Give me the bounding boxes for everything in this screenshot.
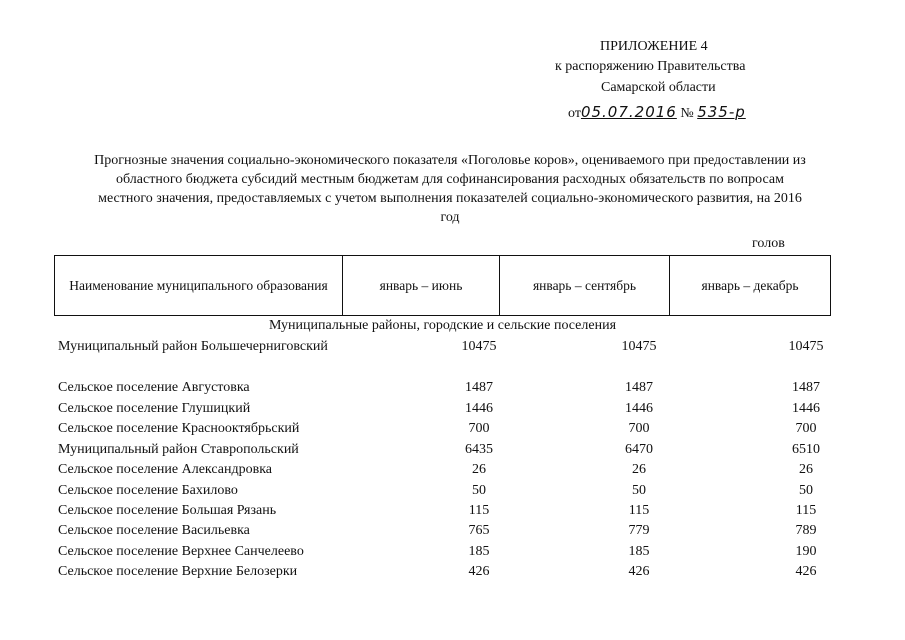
row-name: Сельское поселение Августовка [58,380,250,395]
value-dec: 115 [795,503,817,518]
value-jun: 6435 [465,442,493,457]
value-jun: 115 [468,503,490,518]
value-sep: 1487 [625,380,653,395]
row-name: Сельское поселение Бахилово [58,483,238,498]
handwritten-number: 535-р [697,103,746,121]
column-header-dec: январь – декабрь [669,256,830,315]
value-jun: 1446 [465,401,493,416]
value-jun: 50 [472,483,486,498]
row-name: Сельское поселение Васильевка [58,523,250,538]
number-label: № [680,106,694,121]
unit-label: голов [752,236,785,251]
value-sep: 6470 [625,442,653,457]
row-name: Сельское поселение Александровка [58,462,273,477]
value-dec: 26 [799,462,813,477]
order-label: к распоряжению Правительства [555,59,746,74]
value-jun: 185 [468,544,490,559]
value-sep: 700 [628,421,650,436]
appendix-label: ПРИЛОЖЕНИЕ 4 [600,39,708,54]
handwritten-date: 05.07.2016 [580,103,677,121]
row-name: Муниципальный район Большечерниговский [58,339,328,354]
value-dec: 426 [795,564,817,579]
order-date-number [568,101,746,125]
value-jun: 1487 [465,380,493,395]
value-sep: 50 [632,483,646,498]
column-header-sep: январь – сентябрь [499,256,669,315]
value-dec: 1446 [792,401,820,416]
column-header-jun: январь – июнь [342,256,499,315]
value-dec: 6510 [792,442,820,457]
value-dec: 190 [795,544,817,559]
row-name: Сельское поселение Верхнее Санчелеево [58,544,304,559]
value-dec: 10475 [788,339,824,354]
section-heading: Муниципальные районы, городские и сельские поселения [268,318,617,333]
row-name: Сельское поселение Глушицкий [58,401,251,416]
value-sep: 26 [632,462,646,477]
region-label: Самарской области [601,80,716,95]
value-jun: 26 [472,462,486,477]
value-dec: 789 [795,523,817,538]
from-label: от [568,106,581,121]
value-dec: 50 [799,483,813,498]
value-sep: 10475 [621,339,657,354]
value-jun: 10475 [461,339,497,354]
row-name: Сельское поселение Краснооктябрьский [58,421,300,436]
value-sep: 426 [628,564,650,579]
value-jun: 700 [468,421,490,436]
value-sep: 115 [628,503,650,518]
value-dec: 700 [795,421,817,436]
value-jun: 426 [468,564,490,579]
value-dec: 1487 [792,380,820,395]
document-title: Прогнозные значения социально-экономического показателя «Поголовье коров», оцениваемого при предоставлении из областного бюджета субсидий местным бюджетам для софинансирования расходных обязательств по вопросам местного значения, предоставляемых с учетом выполнения показателей социально-экономического развития, на 2016 год [94,153,806,225]
row-name: Сельское поселение Верхние Белозерки [58,564,298,579]
value-sep: 185 [628,544,650,559]
table-header [54,255,831,316]
column-header-name: Наименование муниципального образования [69,278,328,293]
row-name: Муниципальный район Ставропольский [58,442,299,457]
row-name: Сельское поселение Большая Рязань [58,503,277,518]
value-sep: 779 [628,523,650,538]
value-jun: 765 [468,523,490,538]
value-sep: 1446 [625,401,653,416]
